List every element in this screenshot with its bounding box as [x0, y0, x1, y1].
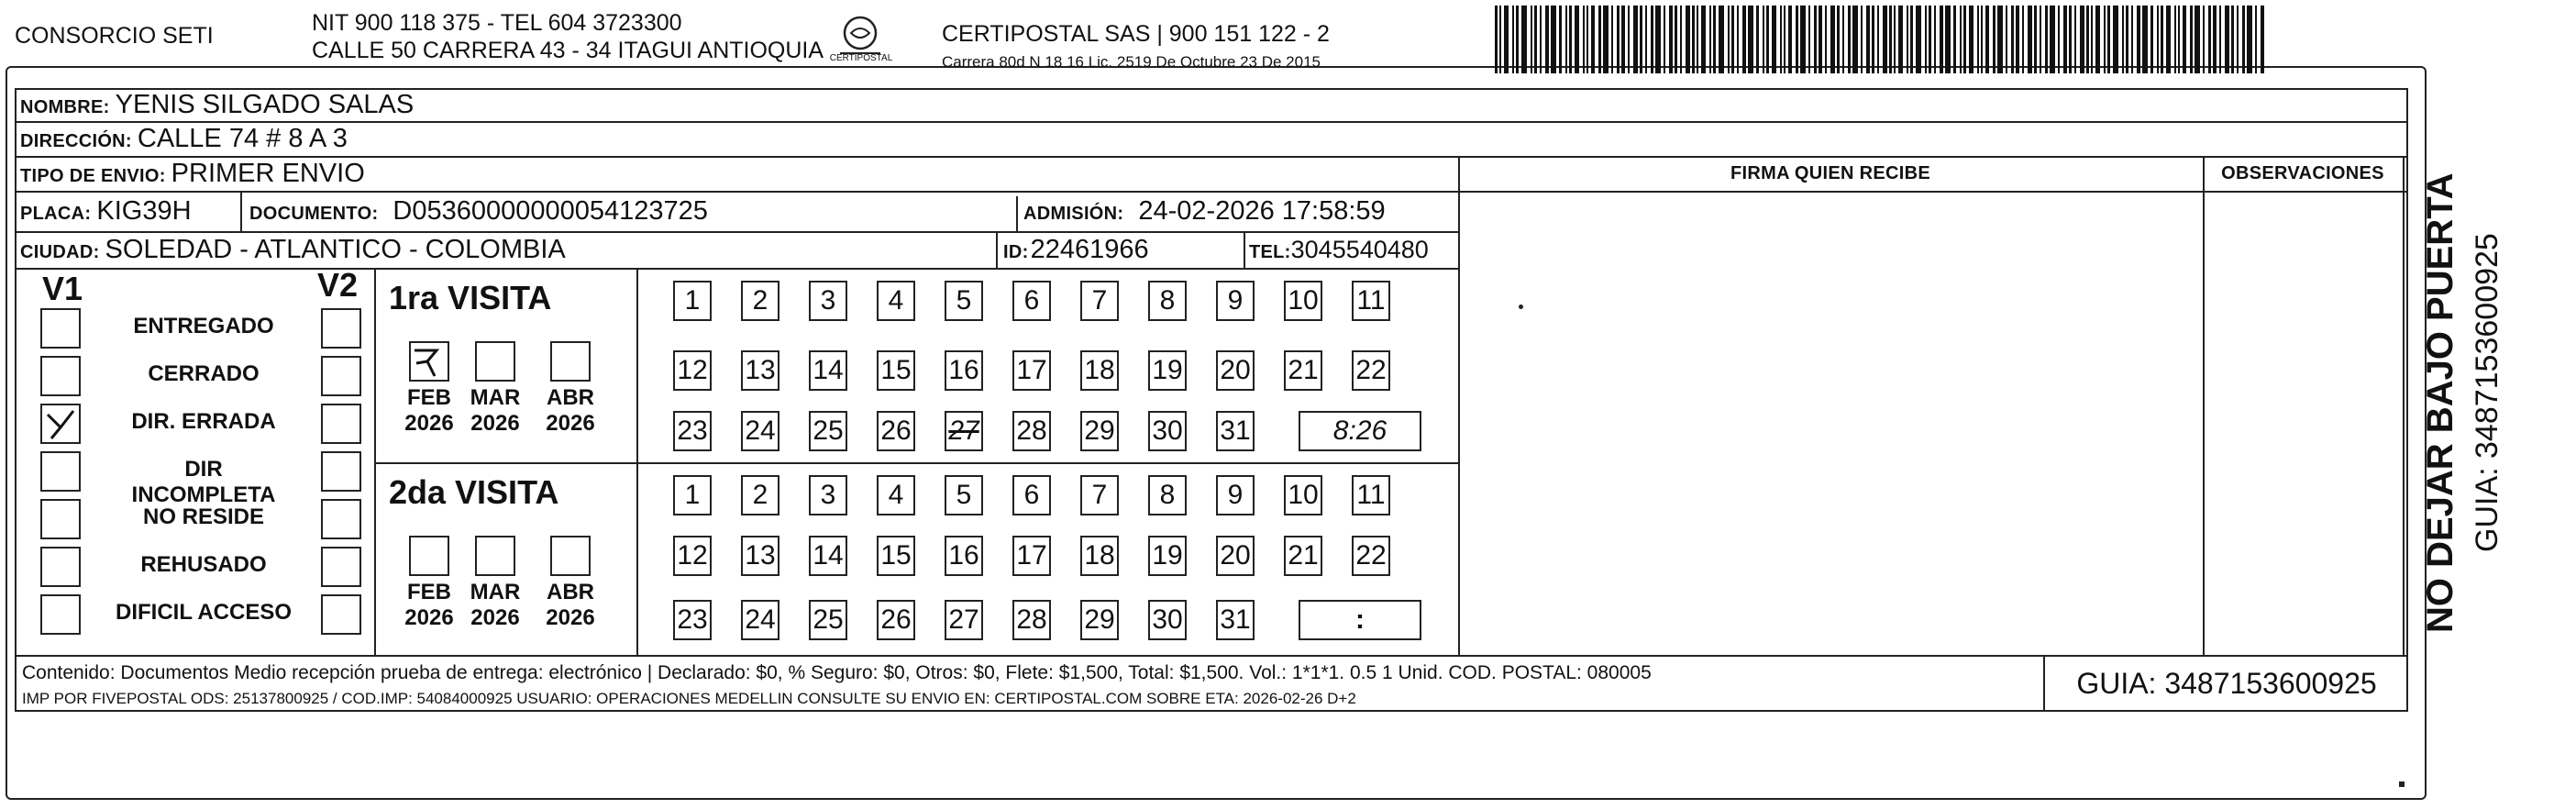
nombre-value: YENIS SILGADO SALAS: [115, 90, 415, 119]
day-box[interactable]: [809, 281, 847, 321]
day-number: 30: [1152, 604, 1183, 635]
month-checkbox[interactable]: [550, 341, 591, 382]
footer-print-line: IMP POR FIVEPOSTAL ODS: 25137800925 / COD.IMP: 54084000925 USUARIO: OPERACIONES MEDELLIN CONSULTE SU ENVIO EN: CERTIPOSTAL.COM SOBRE ETA: 2026-02-26 D+2: [22, 690, 1356, 707]
month-year: 2026: [470, 411, 520, 436]
day-box[interactable]: [1080, 600, 1119, 640]
day-box[interactable]: [741, 600, 779, 640]
month-name: ABR: [547, 580, 594, 604]
status-label: CERRADO: [148, 361, 260, 386]
month-name: FEB: [407, 385, 451, 410]
day-number: 15: [880, 355, 912, 385]
status-label: NO RESIDE: [142, 504, 265, 529]
v1-checkbox[interactable]: [40, 547, 81, 587]
month-label: [400, 580, 459, 631]
tipo-label: TIPO DE ENVIO:: [20, 166, 166, 186]
day-number: 23: [677, 416, 708, 446]
v1-checkbox[interactable]: [40, 356, 81, 396]
day-number: 19: [1152, 355, 1183, 385]
documento-cell: [249, 191, 708, 231]
day-box[interactable]: [945, 411, 983, 451]
day-number: 27: [948, 604, 979, 635]
day-box[interactable]: [1080, 281, 1119, 321]
side-notice-column: [2414, 112, 2467, 633]
day-box[interactable]: [1216, 281, 1255, 321]
day-number: 11: [1356, 480, 1386, 510]
status-label: REHUSADO: [140, 552, 267, 577]
license-line: Carrera 80d N 18 16 Lic. 2519 De Octubre 23 De 2015: [942, 53, 1321, 71]
side-guia-column: [2465, 158, 2509, 552]
day-number: 27: [948, 416, 979, 446]
nit-line: NIT 900 118 375 - TEL 604 3723300: [312, 10, 682, 36]
day-box[interactable]: [877, 600, 915, 640]
v1-checkbox[interactable]: [40, 594, 81, 635]
id-label: ID:: [1003, 242, 1029, 262]
status-label: DIR. ERRADA: [131, 409, 276, 434]
day-number: 11: [1356, 285, 1386, 316]
address-line: CALLE 50 CARRERA 43 - 34 ITAGUI ANTIOQUIA: [312, 38, 824, 63]
footer-content-line: Contenido: Documentos Medio recepción prueba de entrega: electrónico | Declarado: $0, % Seguro: $0, Otros: $0, Flete: $1,500, Total: $1,500. Vol.: 1*1*1. 0.5 1 Unid. COD. POSTAL: 080005: [22, 662, 1652, 683]
day-box[interactable]: [1216, 411, 1255, 451]
day-box[interactable]: [1148, 600, 1187, 640]
day-number: 20: [1220, 540, 1251, 571]
day-number: 6: [1023, 285, 1040, 316]
day-number: 1: [684, 285, 701, 316]
day-box[interactable]: [1012, 536, 1051, 576]
v2-checkbox[interactable]: [321, 594, 361, 635]
day-number: 28: [1016, 604, 1047, 635]
admision-label: ADMISIÓN:: [1023, 204, 1124, 224]
day-box[interactable]: [809, 600, 847, 640]
day-number: 5: [956, 285, 972, 316]
month-year: 2026: [404, 411, 454, 436]
side-guia: GUIA: 3487153600925: [2470, 233, 2504, 552]
nombre-label: NOMBRE:: [20, 97, 110, 117]
month-label: [400, 385, 459, 437]
day-number: 19: [1152, 540, 1183, 571]
day-box[interactable]: [741, 350, 779, 391]
first-visit-time[interactable]: 8:26: [1299, 411, 1421, 451]
day-number: 24: [745, 416, 776, 446]
second-visit-title: 2da VISITA: [389, 473, 559, 511]
month-year: 2026: [546, 605, 595, 630]
signature-dot: [1519, 305, 1523, 309]
observaciones-label: OBSERVACIONES: [2221, 163, 2384, 183]
day-box[interactable]: [1216, 475, 1255, 515]
day-number: 14: [813, 355, 844, 385]
day-number: 21: [1288, 540, 1319, 571]
documento-value: D05360000000054123725: [392, 196, 708, 226]
month-year: 2026: [404, 605, 454, 630]
day-number: 13: [745, 540, 776, 571]
barcode: [1495, 6, 2265, 79]
day-number: 17: [1016, 355, 1047, 385]
day-number: 25: [813, 604, 844, 635]
day-number: 3: [820, 285, 836, 316]
firma-header: [1458, 156, 2203, 191]
status-label: DIFICIL ACCESO: [115, 600, 292, 625]
day-box[interactable]: [1080, 475, 1119, 515]
day-number: 18: [1084, 355, 1115, 385]
month-checkbox[interactable]: [409, 536, 449, 576]
day-box[interactable]: [1284, 350, 1322, 391]
day-number: 10: [1288, 480, 1319, 510]
direccion-row: [20, 121, 348, 156]
day-box[interactable]: [1352, 281, 1390, 321]
day-number: 9: [1227, 285, 1244, 316]
second-visit-time[interactable]: :: [1299, 600, 1421, 640]
day-box[interactable]: [673, 536, 712, 576]
day-box[interactable]: [809, 350, 847, 391]
month-name: MAR: [470, 580, 521, 604]
no-dejar-bajo-puerta: NO DEJAR BAJO PUERTA: [2420, 172, 2460, 633]
day-box[interactable]: [741, 536, 779, 576]
first-visit-title: 1ra VISITA: [389, 279, 552, 316]
day-box[interactable]: [1148, 411, 1187, 451]
day-number: 6: [1023, 480, 1040, 510]
day-number: 24: [745, 604, 776, 635]
status-label: ENTREGADO: [133, 314, 274, 338]
month-checkbox[interactable]: [475, 341, 515, 382]
day-box[interactable]: [877, 475, 915, 515]
day-number: 5: [956, 480, 972, 510]
tipo-value: PRIMER ENVIO: [171, 159, 365, 188]
day-number: 14: [813, 540, 844, 571]
day-box[interactable]: [1080, 350, 1119, 391]
month-year: 2026: [546, 411, 595, 436]
day-number: 7: [1091, 285, 1108, 316]
day-number: 7: [1091, 480, 1108, 510]
direccion-value: CALLE 74 # 8 A 3: [137, 124, 348, 153]
day-number: 12: [677, 355, 708, 385]
id-value: 22461966: [1030, 235, 1149, 264]
month-name: MAR: [470, 385, 521, 410]
day-box[interactable]: [945, 475, 983, 515]
day-number: 4: [888, 480, 904, 510]
day-number: 9: [1227, 480, 1244, 510]
day-number: 2: [752, 480, 768, 510]
day-number: 23: [677, 604, 708, 635]
day-box[interactable]: [1012, 475, 1051, 515]
day-number: 20: [1220, 355, 1251, 385]
certipostal-line: CERTIPOSTAL SAS | 900 151 122 - 2: [942, 21, 1330, 47]
day-box[interactable]: [1012, 350, 1051, 391]
day-box[interactable]: [877, 411, 915, 451]
day-number: 4: [888, 285, 904, 316]
v1-checkbox[interactable]: [40, 499, 81, 539]
day-box[interactable]: [673, 281, 712, 321]
v1-checkbox[interactable]: [40, 451, 81, 492]
day-box[interactable]: [1080, 411, 1119, 451]
tel-label: TEL:: [1249, 242, 1291, 262]
day-box[interactable]: [1216, 600, 1255, 640]
day-number: 26: [880, 416, 912, 446]
placa-label: PLACA:: [20, 204, 92, 224]
month-label: [541, 580, 600, 631]
day-box[interactable]: [877, 281, 915, 321]
month-year: 2026: [470, 605, 520, 630]
v2-checkbox[interactable]: [321, 499, 361, 539]
day-box[interactable]: [673, 350, 712, 391]
day-box[interactable]: [1012, 281, 1051, 321]
day-box[interactable]: [809, 475, 847, 515]
company-name: CONSORCIO SETI: [15, 23, 214, 49]
day-box[interactable]: [945, 536, 983, 576]
month-checkbox[interactable]: [409, 341, 449, 382]
day-box[interactable]: [1012, 411, 1051, 451]
day-number: 1: [684, 480, 701, 510]
v2-checkbox[interactable]: [321, 404, 361, 444]
day-box[interactable]: [809, 411, 847, 451]
month-name: ABR: [547, 385, 594, 410]
day-box[interactable]: [673, 411, 712, 451]
day-box[interactable]: [1216, 350, 1255, 391]
day-number: 29: [1084, 604, 1115, 635]
month-checkbox[interactable]: [475, 536, 515, 576]
firma-label: FIRMA QUIEN RECIBE: [1730, 163, 1930, 183]
logo-text: CERTIPOSTAL: [829, 53, 893, 63]
day-number: 22: [1355, 355, 1387, 385]
status-label: DIR INCOMPLETA: [131, 457, 276, 507]
scan-speck: [2399, 781, 2405, 787]
day-number: 2: [752, 285, 768, 316]
v1-checkbox[interactable]: [40, 308, 81, 349]
day-number: 16: [948, 355, 979, 385]
documento-label: DOCUMENTO:: [249, 204, 379, 224]
v1-label: V1: [42, 270, 83, 307]
day-box[interactable]: [1284, 475, 1322, 515]
day-number: 15: [880, 540, 912, 571]
day-number: 28: [1016, 416, 1047, 446]
day-box[interactable]: [945, 600, 983, 640]
admision-cell: [1023, 191, 1386, 231]
admision-value: 24-02-2026 17:58:59: [1138, 196, 1386, 226]
day-box[interactable]: [1148, 350, 1187, 391]
day-box[interactable]: [1080, 536, 1119, 576]
day-number: 12: [677, 540, 708, 571]
v2-checkbox[interactable]: [321, 547, 361, 587]
day-box[interactable]: [1216, 536, 1255, 576]
day-number: 25: [813, 416, 844, 446]
day-box[interactable]: [877, 350, 915, 391]
day-box[interactable]: [1352, 536, 1390, 576]
month-label: [541, 385, 600, 437]
day-box[interactable]: [1148, 536, 1187, 576]
day-box[interactable]: [1352, 350, 1390, 391]
day-number: 30: [1152, 416, 1183, 446]
day-box[interactable]: [945, 281, 983, 321]
day-number: 31: [1220, 416, 1251, 446]
month-name: FEB: [407, 580, 451, 604]
day-number: 22: [1355, 540, 1387, 571]
day-number: 10: [1288, 285, 1319, 316]
day-box[interactable]: [741, 411, 779, 451]
placa-cell: [20, 191, 192, 231]
tel-cell: [1249, 231, 1429, 268]
v2-checkbox[interactable]: [321, 451, 361, 492]
day-box[interactable]: [673, 600, 712, 640]
day-number: 13: [745, 355, 776, 385]
observaciones-header: [2203, 156, 2403, 191]
day-number: 3: [820, 480, 836, 510]
v2-checkbox[interactable]: [321, 356, 361, 396]
month-checkbox[interactable]: [550, 536, 591, 576]
day-number: 8: [1159, 285, 1176, 316]
day-box[interactable]: [1352, 475, 1390, 515]
nombre-row: [20, 88, 414, 121]
footer-guia: GUIA: 3487153600925: [2076, 667, 2377, 700]
placa-value: KIG39H: [96, 196, 192, 226]
day-box[interactable]: [1012, 600, 1051, 640]
tel-value: 3045540480: [1290, 236, 1429, 263]
day-number: 31: [1220, 604, 1251, 635]
id-cell: [1003, 231, 1149, 268]
day-number: 29: [1084, 416, 1115, 446]
ciudad-cell: [20, 231, 566, 268]
day-number: 8: [1159, 480, 1176, 510]
day-box[interactable]: [945, 350, 983, 391]
month-label: [466, 580, 525, 631]
ciudad-value: SOLEDAD - ATLANTICO - COLOMBIA: [105, 235, 566, 264]
day-number: 16: [948, 540, 979, 571]
day-box[interactable]: [1284, 536, 1322, 576]
day-number: 17: [1016, 540, 1047, 571]
tipo-row: [20, 156, 365, 191]
v2-label: V2: [317, 266, 359, 304]
day-box[interactable]: [1284, 281, 1322, 321]
day-number: 26: [880, 604, 912, 635]
day-box[interactable]: [1148, 281, 1187, 321]
day-number: 21: [1288, 355, 1319, 385]
day-box[interactable]: [1148, 475, 1187, 515]
v1-checkbox[interactable]: [40, 404, 81, 444]
day-box[interactable]: [809, 536, 847, 576]
day-box[interactable]: [741, 475, 779, 515]
direccion-label: DIRECCIÓN:: [20, 131, 132, 151]
day-box[interactable]: [877, 536, 915, 576]
month-label: [466, 385, 525, 437]
day-box[interactable]: [741, 281, 779, 321]
day-number: 18: [1084, 540, 1115, 571]
v2-checkbox[interactable]: [321, 308, 361, 349]
ciudad-label: CIUDAD:: [20, 242, 100, 262]
day-box[interactable]: [673, 475, 712, 515]
